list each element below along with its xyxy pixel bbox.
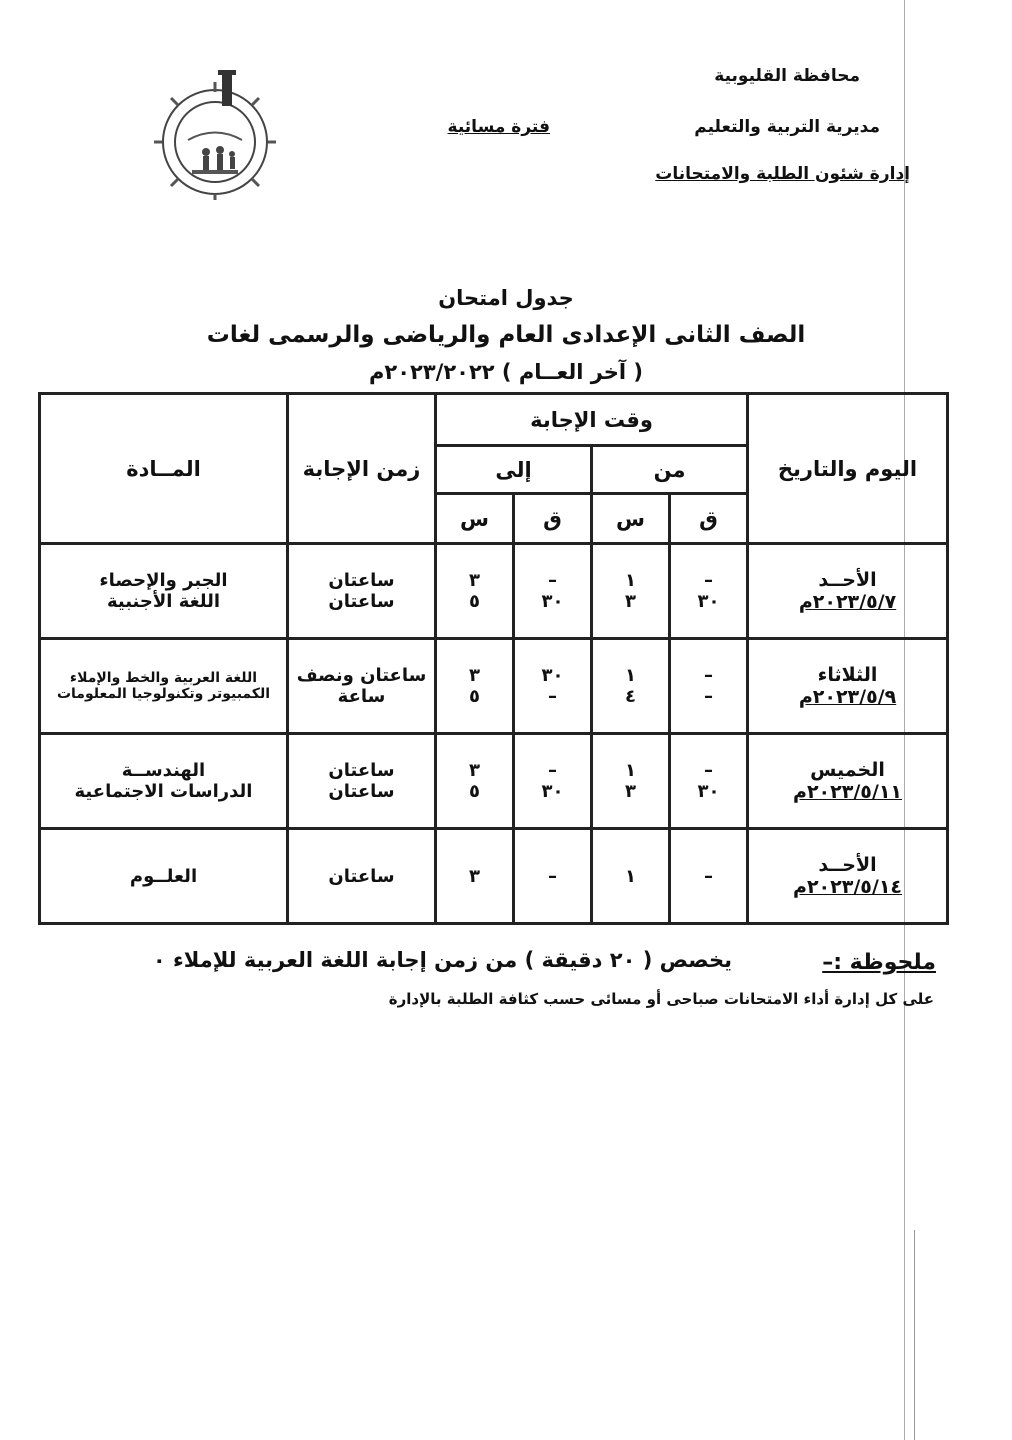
table-row [40, 734, 948, 829]
from-minutes: – [670, 829, 748, 924]
from-hours: ٤ [625, 686, 637, 707]
schedule-title: جدول امتحان [438, 286, 574, 310]
header-from-minutes: ق [670, 494, 748, 544]
to-hours: ٣ [469, 570, 480, 591]
from-minutes: – [704, 570, 714, 591]
exam-date: ٢٠٢٣/٥/٧م [798, 591, 897, 613]
header-answer-time: وقت الإجابة [436, 394, 748, 446]
term-title: ( آخر العــام ) ٢٠٢٣/٢٠٢٢م [368, 360, 644, 384]
to-minutes: ٣٠ [541, 591, 564, 612]
subject: اللغة الأجنبية [106, 591, 221, 612]
duration: ساعتان ونصف [296, 665, 427, 686]
table-row [40, 829, 948, 924]
header-to-minutes: ق [514, 494, 592, 544]
grade-title: الصف الثانى الإعدادى العام والرياضى والرسمى لغات [206, 322, 806, 348]
to-minutes: – [548, 760, 558, 781]
to-minutes: – [548, 570, 558, 591]
from-hours: ٣ [625, 591, 637, 612]
from-minutes: – [704, 760, 714, 781]
subject: اللغة العربية والخط والإملاء [69, 670, 258, 686]
exam-day: الأحــد [818, 569, 877, 591]
table-row [40, 639, 948, 734]
duration: ساعتان [328, 570, 395, 591]
to-hours: ٣ [469, 760, 480, 781]
duration: ساعتان [328, 760, 395, 781]
table-row [40, 544, 948, 639]
from-minutes: ٣٠ [697, 591, 720, 612]
from-hours: ١ [625, 665, 637, 686]
duration: ساعتان [328, 781, 395, 802]
from-minutes: ٣٠ [697, 781, 720, 802]
subject: العلــوم [40, 829, 288, 924]
scan-artifact-line [914, 1230, 915, 1440]
exam-day: الأحــد [818, 854, 877, 876]
department-name: إدارة شئون الطلبة والامتحانات [655, 164, 910, 184]
to-minutes: ٣٠ [541, 665, 564, 686]
to-hours: ٥ [469, 781, 480, 802]
ministry-seal-icon [140, 70, 290, 200]
exam-period: فترة مسائية [447, 117, 550, 137]
from-hours: ١ [625, 570, 637, 591]
from-hours: ١ [592, 829, 670, 924]
header-to-hours: س [436, 494, 514, 544]
to-hours: ٣ [469, 665, 480, 686]
exam-date: ٢٠٢٣/٥/١٤م [793, 876, 903, 898]
duration: ساعة [337, 686, 386, 707]
note-text: يخصص ( ٢٠ دقيقة ) من زمن إجابة اللغة العربية للإملاء ٠ [152, 948, 732, 972]
subject: الكمبيوتر وتكنولوجيا المعلومات [56, 686, 271, 702]
exam-schedule-table [38, 392, 949, 925]
directorate-name: مديرية التربية والتعليم [694, 117, 880, 137]
note-label: ملحوظة :– [822, 950, 936, 975]
from-hours: ١ [625, 760, 637, 781]
to-minutes: ٣٠ [541, 781, 564, 802]
to-minutes: – [548, 686, 558, 707]
header-to: إلى [436, 446, 592, 494]
subject: الدراسات الاجتماعية [74, 781, 253, 802]
exam-day: الثلاثاء [817, 664, 878, 686]
to-minutes: – [514, 829, 592, 924]
to-hours: ٣ [436, 829, 514, 924]
header-from: من [592, 446, 748, 494]
header-from-hours: س [592, 494, 670, 544]
subject: الجبر والإحصاء [99, 570, 228, 591]
exam-date: ٢٠٢٣/٥/٩م [798, 686, 897, 708]
header-duration: زمن الإجابة [288, 394, 436, 544]
duration: ساعتان [288, 829, 436, 924]
subject: الهندســة [121, 760, 206, 781]
exam-day: الخميس [810, 759, 885, 781]
from-minutes: – [704, 686, 714, 707]
from-minutes: – [704, 665, 714, 686]
governorate-name: محافظة القليوبية [714, 66, 860, 86]
exam-date: ٢٠٢٣/٥/١١م [793, 781, 903, 803]
note-instruction: على كل إدارة أداء الامتحانات صباحى أو مسائى حسب كثافة الطلبة بالإدارة [388, 990, 934, 1008]
to-hours: ٥ [469, 591, 480, 612]
header-day-date: اليوم والتاريخ [748, 394, 948, 544]
to-hours: ٥ [469, 686, 480, 707]
header-subject: المــادة [40, 394, 288, 544]
duration: ساعتان [328, 591, 395, 612]
from-hours: ٣ [625, 781, 637, 802]
